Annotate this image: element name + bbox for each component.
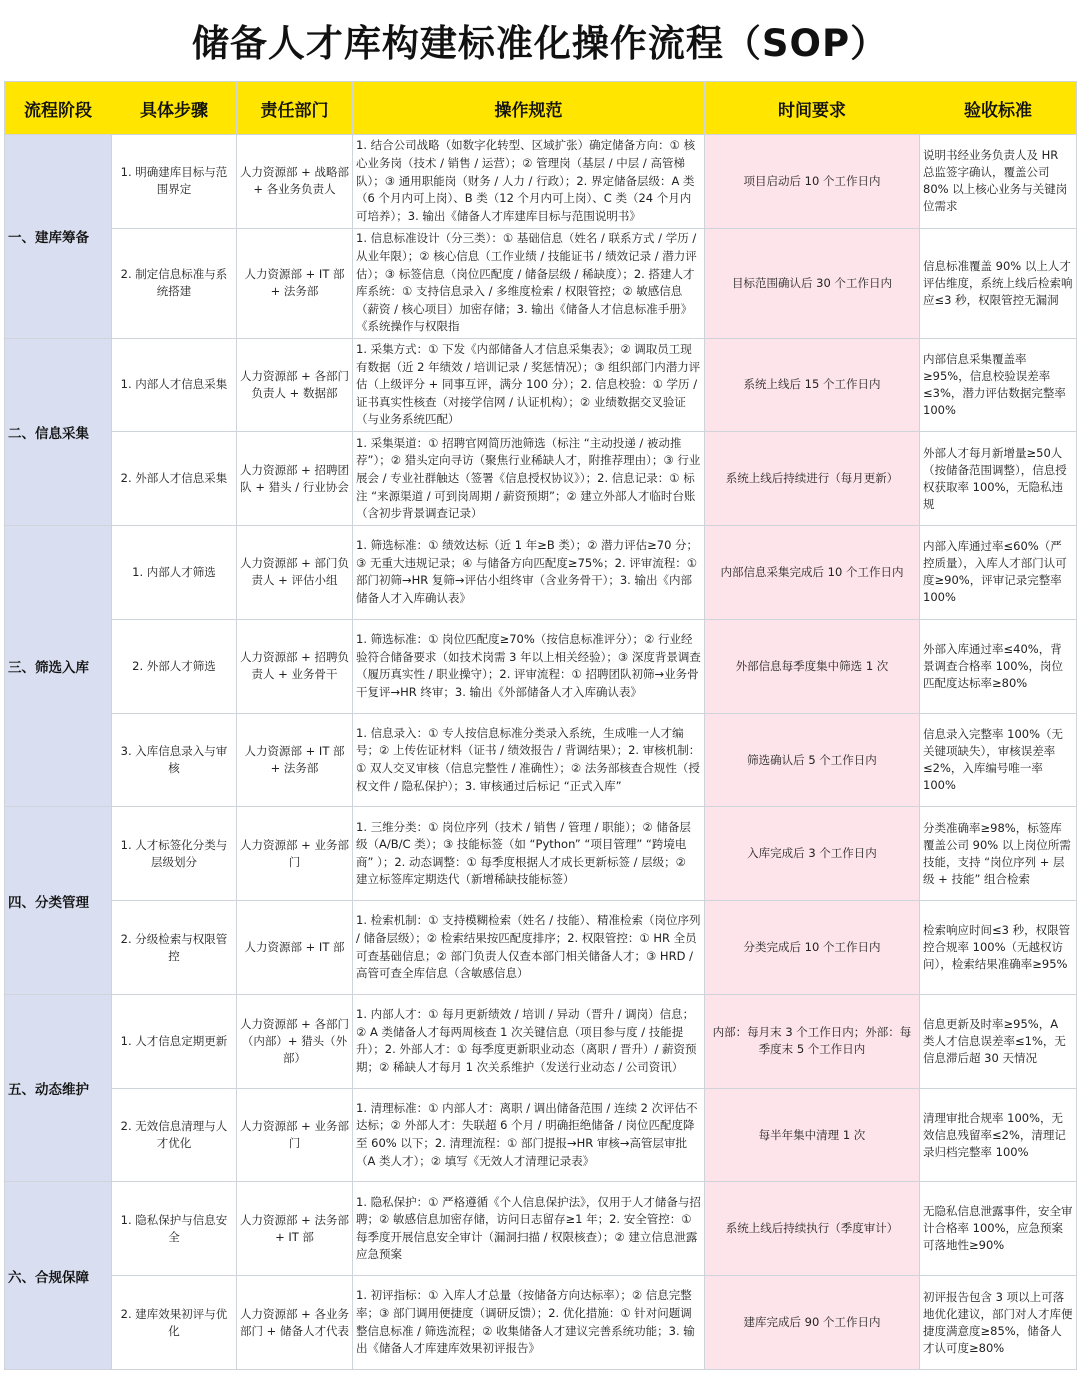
stage-label: 二、信息采集 <box>5 338 112 526</box>
header-accept: 验收标准 <box>920 82 1077 135</box>
accept-cell: 无隐私信息泄露事件，安全审计合格率 100%，应急预案可落地性≥90% <box>920 1182 1077 1276</box>
spec-cell: 1. 采集方式：① 下发《内部储备人才信息采集表》；② 调取员工现有数据（近 2 年绩效 / 培训记录 / 奖惩情况）；③ 组织部门内潜力评估（上级评分 + 同事互评，满分 100 分）；2. 信息校验：① 学历 / 证书真实性核查（对接学信网 / 认证机构）；② 业绩数据交叉验证（与业务系统匹配） <box>353 338 705 432</box>
table-row <box>5 901 1077 995</box>
dept-cell: 人力资源部 + IT 部 + 法务部 <box>237 713 353 807</box>
time-cell: 建库完成后 90 个工作日内 <box>705 1276 920 1370</box>
spec-cell: 1. 筛选标准：① 岗位匹配度≥70%（按信息标准评分）；② 行业经验符合储备要求（如技术岗需 3 年以上相关经验）；③ 深度背景调查（履历真实性 / 职业操守）；2. 评审流程：① 招聘团队初筛→业务骨干复评→HR 终审；3. 输出《外部储备人才入库确认表》 <box>353 619 705 713</box>
spec-cell: 1. 隐私保护：① 严格遵循《个人信息保护法》，仅用于人才储备与招聘；② 敏感信息加密存储，访问日志留存≥1 年；2. 安全管控：① 每季度开展信息安全审计（漏洞扫描 / 权限核查）；② 建立信息泄露应急预案 <box>353 1182 705 1276</box>
stage-label: 一、建库筹备 <box>5 135 112 339</box>
dept-cell: 人力资源部 + 各业务部门 + 储备人才代表 <box>237 1276 353 1370</box>
table-row <box>5 994 1077 1088</box>
step-cell: 2. 外部人才筛选 <box>112 619 237 713</box>
step-cell: 1. 隐私保护与信息安全 <box>112 1182 237 1276</box>
page-title: 储备人才库构建标准化操作流程（SOP） <box>191 22 889 65</box>
sop-table <box>4 81 1077 1370</box>
time-cell: 系统上线后持续进行（每月更新） <box>705 432 920 526</box>
dept-cell: 人力资源部 + IT 部 + 法务部 <box>237 228 353 338</box>
dept-cell: 人力资源部 + 招聘团队 + 猎头 / 行业协会 <box>237 432 353 526</box>
step-cell: 1. 内部人才信息采集 <box>112 338 237 432</box>
stage-label: 五、动态维护 <box>5 994 112 1182</box>
accept-cell: 信息更新及时率≥95%，A 类人才信息误差率≤1%，无信息滞后超 30 天情况 <box>920 994 1077 1088</box>
time-cell: 分类完成后 10 个工作日内 <box>705 901 920 995</box>
header-stage: 流程阶段 <box>5 82 112 135</box>
stage-label: 六、合规保障 <box>5 1182 112 1370</box>
dept-cell: 人力资源部 + 业务部门 <box>237 807 353 901</box>
table-row <box>5 338 1077 432</box>
accept-cell: 信息录入完整率 100%（无关键项缺失），审核误差率≤2%，入库编号唯一率 100% <box>920 713 1077 807</box>
dept-cell: 人力资源部 + 各部门负责人 + 数据部 <box>237 338 353 432</box>
header-spec: 操作规范 <box>353 82 705 135</box>
step-cell: 1. 内部人才筛选 <box>112 526 237 620</box>
table-row <box>5 807 1077 901</box>
time-cell: 内部信息采集完成后 10 个工作日内 <box>705 526 920 620</box>
time-cell: 内部：每月末 3 个工作日内；外部：每季度末 5 个工作日内 <box>705 994 920 1088</box>
accept-cell: 初评报告包含 3 项以上可落地优化建议，部门对人才库便捷度满意度≥85%，储备人才认可度≥80% <box>920 1276 1077 1370</box>
table-row <box>5 619 1077 713</box>
table-row <box>5 135 1077 229</box>
table-row <box>5 526 1077 620</box>
step-cell: 1. 人才标签化分类与层级划分 <box>112 807 237 901</box>
dept-cell: 人力资源部 + 业务部门 <box>237 1088 353 1182</box>
spec-cell: 1. 内部人才：① 每月更新绩效 / 培训 / 异动（晋升 / 调岗）信息；② A 类储备人才每两周核查 1 次关键信息（项目参与度 / 技能提升）；2. 外部人才：① 每季度更新职业动态（离职 / 晋升）/ 薪资预期；② 稀缺人才每月 1 次关系维护（发送行业动态 / 公司资讯） <box>353 994 705 1088</box>
step-cell: 1. 人才信息定期更新 <box>112 994 237 1088</box>
time-cell: 项目启动后 10 个工作日内 <box>705 135 920 229</box>
table-row <box>5 1088 1077 1182</box>
time-cell: 目标范围确认后 30 个工作日内 <box>705 228 920 338</box>
time-cell: 外部信息每季度集中筛选 1 次 <box>705 619 920 713</box>
accept-cell: 检索响应时间≤3 秒，权限管控合规率 100%（无越权访问），检索结果准确率≥95% <box>920 901 1077 995</box>
header-time: 时间要求 <box>705 82 920 135</box>
accept-cell: 外部入库通过率≤40%，背景调查合格率 100%，岗位匹配度达标率≥80% <box>920 619 1077 713</box>
table-row <box>5 1182 1077 1276</box>
dept-cell: 人力资源部 + 部门负责人 + 评估小组 <box>237 526 353 620</box>
table-row <box>5 228 1077 338</box>
table-header-row <box>5 82 1077 135</box>
accept-cell: 说明书经业务负责人及 HR 总监签字确认，覆盖公司 80% 以上核心业务与关键岗位需求 <box>920 135 1077 229</box>
accept-cell: 信息标准覆盖 90% 以上人才评估维度，系统上线后检索响应≤3 秒，权限管控无漏洞 <box>920 228 1077 338</box>
step-cell: 3. 入库信息录入与审核 <box>112 713 237 807</box>
accept-cell: 清理审批合规率 100%，无效信息残留率≤2%，清理记录归档完整率 100% <box>920 1088 1077 1182</box>
step-cell: 2. 无效信息清理与人才优化 <box>112 1088 237 1182</box>
header-step: 具体步骤 <box>112 82 237 135</box>
table-row <box>5 713 1077 807</box>
time-cell: 每半年集中清理 1 次 <box>705 1088 920 1182</box>
accept-cell: 外部人才每月新增量≥50人（按储备范围调整），信息授权获取率 100%，无隐私违规 <box>920 432 1077 526</box>
spec-cell: 1. 三维分类：① 岗位序列（技术 / 销售 / 管理 / 职能）；② 储备层级（A/B/C 类）；③ 技能标签（如 “Python” “项目管理” “跨境电商” ）；2. 动态调整：① 每季度根据人才成长更新标签 / 层级；② 建立标签库定期迭代（新增稀缺技能标签） <box>353 807 705 901</box>
dept-cell: 人力资源部 + 法务部 + IT 部 <box>237 1182 353 1276</box>
time-cell: 筛选确认后 5 个工作日内 <box>705 713 920 807</box>
step-cell: 2. 建库效果初评与优化 <box>112 1276 237 1370</box>
stage-label: 四、分类管理 <box>5 807 112 995</box>
header-dept: 责任部门 <box>237 82 353 135</box>
step-cell: 2. 外部人才信息采集 <box>112 432 237 526</box>
spec-cell: 1. 结合公司战略（如数字化转型、区域扩张）确定储备方向：① 核心业务岗（技术 / 销售 / 运营）；② 管理岗（基层 / 中层 / 高管梯队）；③ 通用职能岗（财务 / 人力 / 行政）；2. 界定储备层级：A 类（6 个月内可上岗）、B 类（12 个月内可上岗）、C 类（24 个月内可培养）；3. 输出《储备人才库建库目标与范围说明书》 <box>353 135 705 229</box>
spec-cell: 1. 采集渠道：① 招聘官网简历池筛选（标注 “主动投递 / 被动推荐”）；② 猎头定向寻访（聚焦行业稀缺人才，附推荐理由）；③ 行业展会 / 专业社群触达（签署《信息授权协议》）；2. 信息记录：① 标注 “来源渠道 / 可到岗周期 / 薪资预期”；② 建立外部人才临时台账（含初步背景调查记录） <box>353 432 705 526</box>
step-cell: 2. 分级检索与权限管控 <box>112 901 237 995</box>
spec-cell: 1. 清理标准：① 内部人才：离职 / 调出储备范围 / 连续 2 次评估不达标；② 外部人才：失联超 6 个月 / 明确拒绝储备 / 岗位匹配度降至 60% 以下；2. 清理流程：① 部门提报→HR 审核→高管层审批（A 类人才）；② 填写《无效人才清理记录表》 <box>353 1088 705 1182</box>
spec-cell: 1. 信息标准设计（分三类）：① 基础信息（姓名 / 联系方式 / 学历 / 从业年限）；② 核心信息（工作业绩 / 技能证书 / 绩效记录 / 潜力评估）；③ 标签信息（岗位匹配度 / 储备层级 / 稀缺度）；2. 搭建人才库系统：① 支持信息录入 / 多维度检索 / 权限管控；② 敏感信息（薪资 / 核心项目）加密存储；3. 输出《储备人才信息标准手册》《系统操作与权限指 <box>353 228 705 338</box>
time-cell: 系统上线后持续执行（季度审计） <box>705 1182 920 1276</box>
table-row <box>5 1276 1077 1370</box>
spec-cell: 1. 检索机制：① 支持模糊检索（姓名 / 技能）、精准检索（岗位序列 / 储备层级）；② 检索结果按匹配度排序；2. 权限管控：① HR 全员可查基础信息；② 部门负责人仅查本部门相关储备人才；③ HRD / 高管可查全库信息（含敏感信息） <box>353 901 705 995</box>
time-cell: 系统上线后 15 个工作日内 <box>705 338 920 432</box>
spec-cell: 1. 信息录入：① 专人按信息标准分类录入系统，生成唯一人才编号；② 上传佐证材料（证书 / 绩效报告 / 背调结果）；2. 审核机制：① 双人交叉审核（信息完整性 / 准确性）；② 法务部核查合规性（授权文件 / 隐私保护）；3. 审核通过后标记 “正式入库” <box>353 713 705 807</box>
dept-cell: 人力资源部 + 战略部 + 各业务负责人 <box>237 135 353 229</box>
stage-label: 三、筛选入库 <box>5 526 112 807</box>
table-row <box>5 432 1077 526</box>
time-cell: 入库完成后 3 个工作日内 <box>705 807 920 901</box>
table-body <box>5 135 1077 1370</box>
dept-cell: 人力资源部 + 各部门（内部）+ 猎头（外部） <box>237 994 353 1088</box>
step-cell: 2. 制定信息标准与系统搭建 <box>112 228 237 338</box>
accept-cell: 内部入库通过率≤60%（严控质量），入库人才部门认可度≥90%，评审记录完整率 100% <box>920 526 1077 620</box>
dept-cell: 人力资源部 + IT 部 <box>237 901 353 995</box>
accept-cell: 内部信息采集覆盖率≥95%，信息校验误差率≤3%，潜力评估数据完整率 100% <box>920 338 1077 432</box>
dept-cell: 人力资源部 + 招聘负责人 + 业务骨干 <box>237 619 353 713</box>
accept-cell: 分类准确率≥98%，标签库覆盖公司 90% 以上岗位所需技能，支持 “岗位序列 + 层级 + 技能” 组合检索 <box>920 807 1077 901</box>
spec-cell: 1. 筛选标准：① 绩效达标（近 1 年≥B 类）；② 潜力评估≥70 分；③ 无重大违规记录；④ 与储备方向匹配度≥75%；2. 评审流程：① 部门初筛→HR 复筛→评估小组终审（含业务骨干）；3. 输出《内部储备人才入库确认表》 <box>353 526 705 620</box>
step-cell: 1. 明确建库目标与范围界定 <box>112 135 237 229</box>
spec-cell: 1. 初评指标：① 入库人才总量（按储备方向达标率）；② 信息完整率；③ 部门调用便捷度（调研反馈）；2. 优化措施：① 针对问题调整信息标准 / 筛选流程；② 收集储备人才建议完善系统功能；3. 输出《储备人才库建库效果初评报告》 <box>353 1276 705 1370</box>
